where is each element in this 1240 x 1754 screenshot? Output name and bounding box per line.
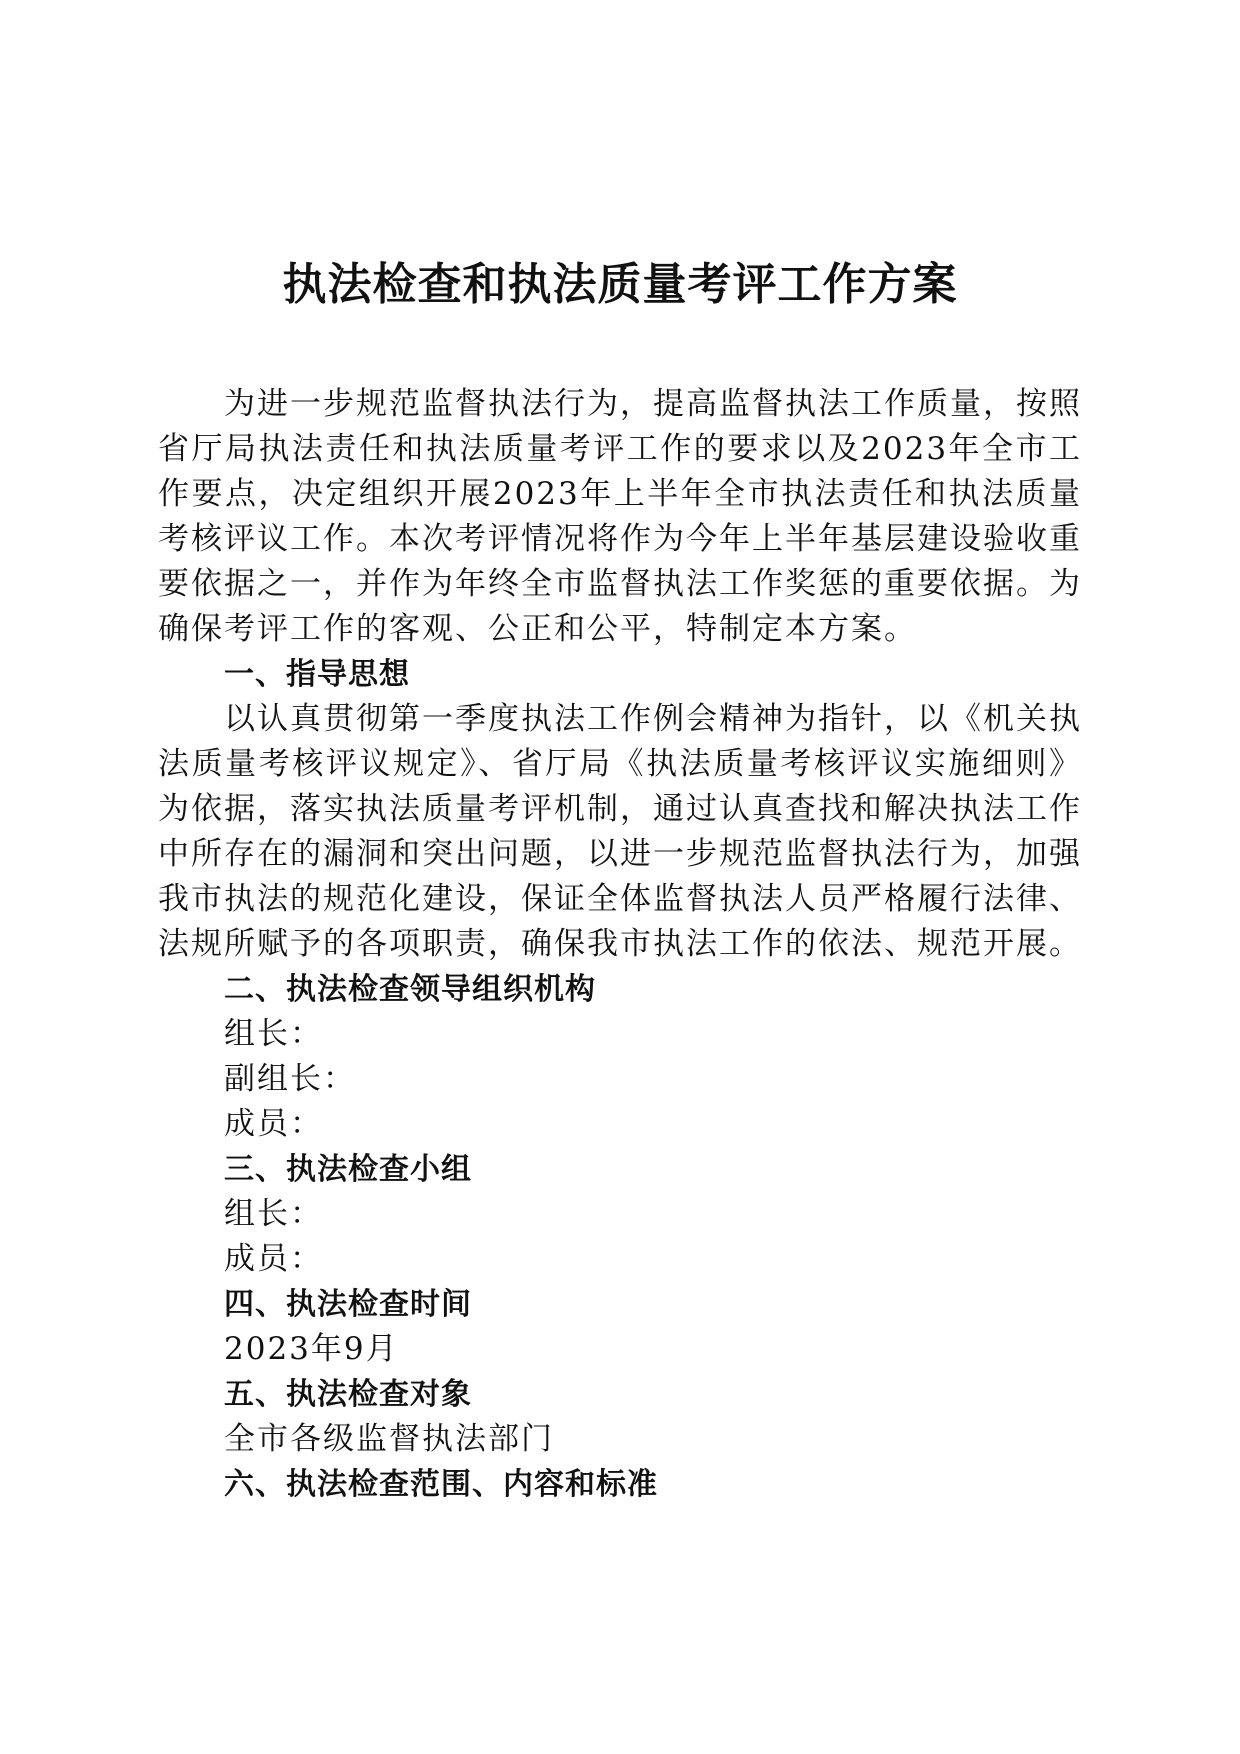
section-1-heading: 一、指导思想 xyxy=(224,657,410,692)
document-title: 执法检查和执法质量考评工作方案 xyxy=(282,259,958,310)
section-4-heading: 四、执法检查时间 xyxy=(224,1287,472,1322)
section-6-heading: 六、执法检查范围、内容和标准 xyxy=(224,1467,658,1502)
section-3-heading: 三、执法检查小组 xyxy=(224,1152,472,1187)
section-5-text: 全市各级监督执法部门 xyxy=(224,1421,554,1457)
intro-paragraph: 为进一步规范监督执法行为，提高监督执法工作质量，按照省厅局执法责任和执法质量考评工作的要求以及2023年全市工作要点，决定组织开展2023年上半年全市执法责任和执法质量考核评议工作。本次考评情况将作为今年上半年基层建设验收重要依据之一，并作为年终全市监督执法工作奖惩的重要依据。为确保考评工作的客观、公正和公平，特制定本方案。 xyxy=(158,386,1082,647)
section-2-members: 成员： xyxy=(224,1106,323,1142)
section-2-deputy: 副组长： xyxy=(224,1061,356,1097)
document-body xyxy=(158,382,1082,1507)
section-2-leader: 组长： xyxy=(224,1016,323,1052)
section-2-heading: 二、执法检查领导组织机构 xyxy=(224,972,596,1007)
section-4-text: 2023年9月 xyxy=(224,1331,399,1367)
section-5-heading: 五、执法检查对象 xyxy=(224,1377,472,1412)
section-1-paragraph: 以认真贯彻第一季度执法工作例会精神为指针，以《机关执法质量考核评议规定》、省厅局《执法质量考核评议实施细则》为依据，落实执法质量考评机制，通过认真查找和解决执法工作中所存在的漏洞和突出问题，以进一步规范监督执法行为，加强我市执法的规范化建设，保证全体监督执法人员严格履行法律、法规所赋予的各项职责，确保我市执法工作的依法、规范开展。 xyxy=(158,701,1082,962)
section-3-leader: 组长： xyxy=(224,1196,323,1232)
section-3-members: 成员： xyxy=(224,1241,323,1277)
